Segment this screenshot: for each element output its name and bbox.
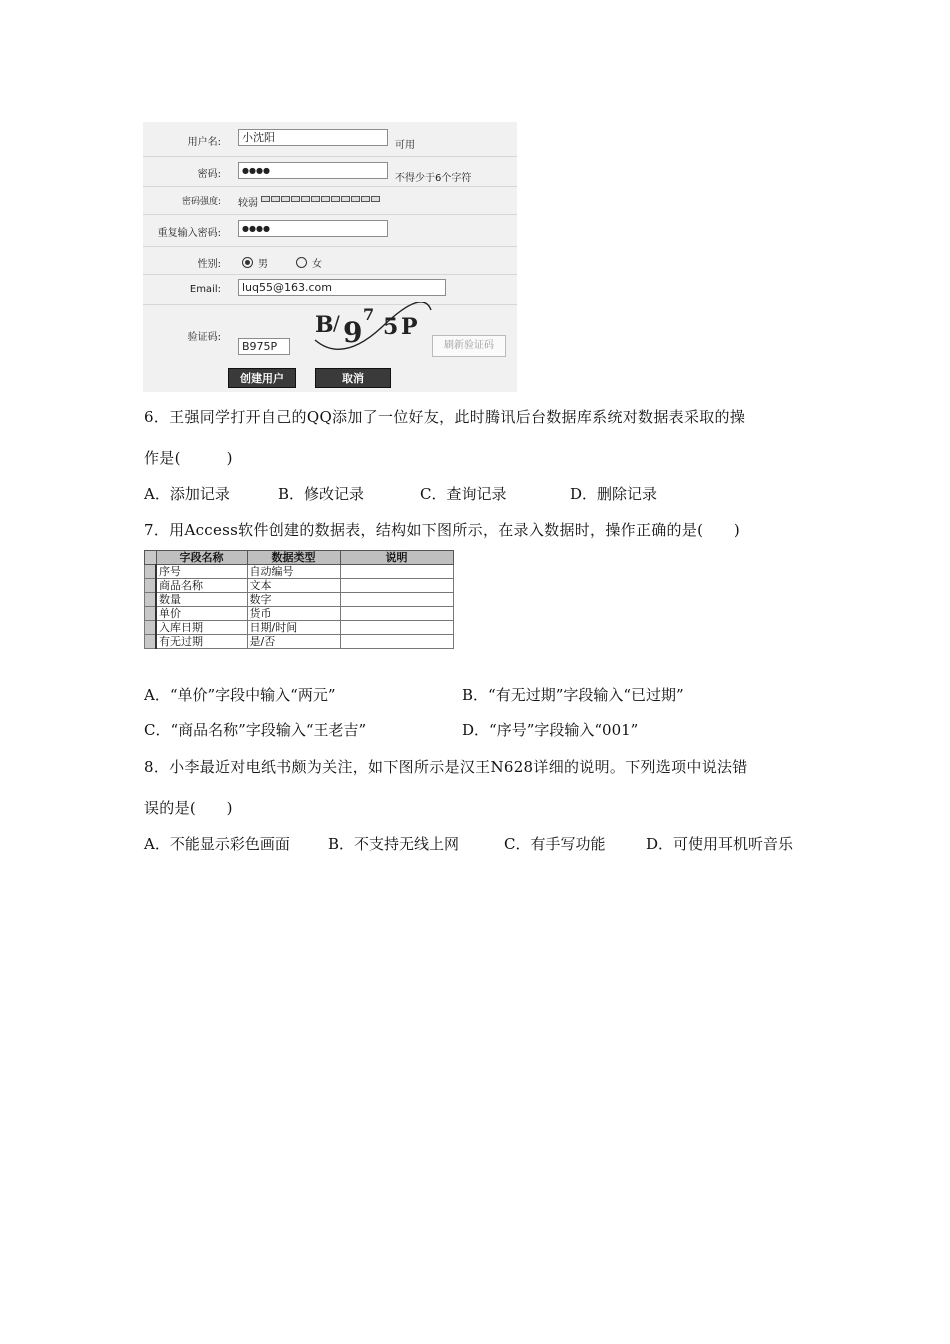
q8-option-b: B．不支持无线上网 <box>328 835 460 853</box>
password-hint: 不得少于6个字符 <box>395 173 472 184</box>
q7-option-b: B．“有无过期”字段输入“已过期” <box>462 686 684 704</box>
q6-stem-line2: 作是( ) <box>144 449 233 467</box>
data-type-cell: 货币 <box>247 607 340 621</box>
email-row <box>143 274 517 305</box>
captcha-input[interactable]: B975P <box>238 338 290 355</box>
field-name-cell: 数量 <box>156 593 247 607</box>
username-row <box>143 122 517 157</box>
field-name-cell: 单价 <box>156 607 247 621</box>
column-header: 说明 <box>340 551 453 565</box>
row-selector <box>145 593 157 607</box>
gender-row <box>143 246 517 275</box>
captcha-char: P <box>401 314 418 340</box>
username-input[interactable]: 小沈阳 <box>238 129 388 146</box>
q7-option-c: C．“商品名称”字段输入“王老吉” <box>144 721 367 739</box>
radio-checked-icon[interactable] <box>242 257 253 268</box>
create-user-button[interactable]: 创建用户 <box>228 368 296 388</box>
registration-form-image <box>143 122 517 392</box>
password-input[interactable]: ●●●● <box>238 162 388 179</box>
repeat-password-input[interactable]: ●●●● <box>238 220 388 237</box>
q6-option-b: B．修改记录 <box>278 485 365 503</box>
field-name-cell: 入库日期 <box>156 621 247 635</box>
row-selector <box>145 579 157 593</box>
q6-option-c: C．查询记录 <box>420 485 507 503</box>
table-row <box>145 607 454 621</box>
q7-stem: 7．用Access软件创建的数据表，结构如下图所示，在录入数据时，操作正确的是( ) <box>144 521 741 539</box>
description-cell <box>340 607 453 621</box>
access-table-design <box>144 550 454 649</box>
captcha-char: 9 <box>343 316 363 349</box>
repeat-password-row <box>143 214 517 247</box>
q8-stem-line2: 误的是( ) <box>144 799 233 817</box>
table-row <box>145 565 454 579</box>
radio-unchecked-icon[interactable] <box>296 257 307 268</box>
q8-option-d: D．可使用耳机听音乐 <box>646 835 794 853</box>
email-label: Email: <box>189 284 221 295</box>
username-hint: 可用 <box>395 140 415 151</box>
repeat-password-label: 重复输入密码: <box>157 228 221 239</box>
q8-stem-line1: 8．小李最近对电纸书颇为关注，如下图所示是汉王N628详细的说明。下列选项中说法错 <box>144 758 748 776</box>
row-selector <box>145 621 157 635</box>
q6-option-a: A．添加记录 <box>144 485 230 503</box>
captcha-image <box>313 302 433 364</box>
data-type-cell: 日期/时间 <box>247 621 340 635</box>
captcha-char: 5 <box>383 314 399 340</box>
row-selector <box>145 635 157 649</box>
strength-label: 密码强度: <box>181 197 221 207</box>
username-label: 用户名: <box>187 137 221 148</box>
password-label: 密码: <box>197 169 221 180</box>
description-cell <box>340 565 453 579</box>
description-cell <box>340 579 453 593</box>
field-name-cell: 序号 <box>156 565 247 579</box>
password-row <box>143 156 517 187</box>
refresh-captcha-button[interactable]: 刷新验证码 <box>432 335 506 357</box>
email-input[interactable]: luq55@163.com <box>238 279 446 296</box>
gender-male-label: 男 <box>258 259 268 270</box>
gender-male-option[interactable] <box>242 255 268 270</box>
row-selector-header <box>145 551 157 565</box>
data-type-cell: 是/否 <box>247 635 340 649</box>
column-header: 数据类型 <box>247 551 340 565</box>
field-name-cell: 有无过期 <box>156 635 247 649</box>
table-header-row <box>145 551 454 565</box>
gender-female-label: 女 <box>312 259 322 270</box>
description-cell <box>340 621 453 635</box>
captcha-char: 7 <box>363 305 375 324</box>
table-row <box>145 579 454 593</box>
captcha-label: 验证码: <box>187 332 221 343</box>
gender-label: 性别: <box>197 259 221 270</box>
field-name-cell: 商品名称 <box>156 579 247 593</box>
q7-option-d: D．“序号”字段输入“001” <box>462 721 639 739</box>
captcha-char: B <box>315 312 334 338</box>
q6-stem-line1: 6．王强同学打开自己的QQ添加了一位好友，此时腾讯后台数据库系统对数据表采取的操 <box>144 408 746 426</box>
q6-option-d: D．删除记录 <box>570 485 658 503</box>
description-cell <box>340 593 453 607</box>
table-row <box>145 593 454 607</box>
strength-value: 较弱 <box>238 198 258 209</box>
data-type-cell: 文本 <box>247 579 340 593</box>
column-header: 字段名称 <box>156 551 247 565</box>
q8-option-c: C．有手写功能 <box>504 835 606 853</box>
row-selector <box>145 607 157 621</box>
strength-meter <box>261 196 380 202</box>
captcha-char: / <box>333 311 340 335</box>
table-row <box>145 635 454 649</box>
description-cell <box>340 635 453 649</box>
q8-option-a: A．不能显示彩色画面 <box>144 835 290 853</box>
data-type-cell: 数字 <box>247 593 340 607</box>
cancel-button[interactable]: 取消 <box>315 368 391 388</box>
data-type-cell: 自动编号 <box>247 565 340 579</box>
row-selector <box>145 565 157 579</box>
gender-female-option[interactable] <box>296 255 322 270</box>
q7-option-a: A．“单价”字段中输入“两元” <box>144 686 336 704</box>
table-row <box>145 621 454 635</box>
